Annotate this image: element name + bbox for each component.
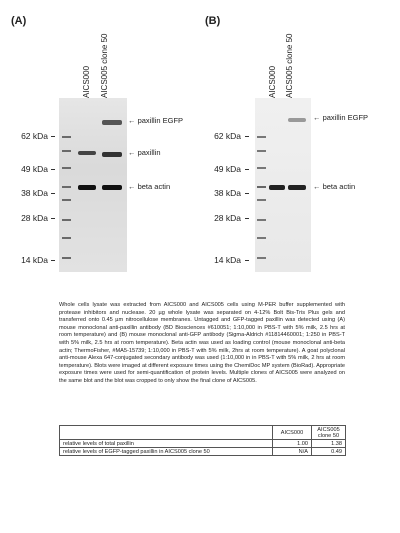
table-cell: relative levels of total paxillin	[60, 440, 273, 448]
marker-49-label: 49 kDa	[214, 164, 241, 174]
paxillin-egfp-band	[288, 118, 306, 122]
marker-28-label: 28 kDa	[214, 213, 241, 223]
marker-tick	[245, 136, 249, 137]
ladder-band	[62, 257, 71, 259]
ladder-band	[257, 150, 266, 152]
table-cell: N/A	[273, 448, 312, 456]
panel-b-lane-1-label: AICS000	[268, 65, 277, 98]
ladder-band	[257, 237, 266, 239]
table-header-cell	[60, 426, 273, 440]
marker-62-label: 62 kDa	[214, 131, 241, 141]
panel-b-blot	[255, 98, 311, 272]
paxillin-band	[78, 151, 96, 155]
ladder-band	[62, 219, 71, 221]
arrow-left-icon: ←	[313, 182, 323, 191]
panel-a-lane-2-label: AICS005 clone 50	[100, 33, 109, 98]
table-row	[60, 440, 346, 448]
marker-tick	[245, 218, 249, 219]
panel-a-blot	[59, 98, 127, 272]
ladder-band	[257, 136, 266, 138]
ladder-band	[62, 167, 71, 169]
ladder-band	[257, 167, 266, 169]
marker-38-label: 38 kDa	[21, 188, 48, 198]
beta-actin-band	[102, 185, 122, 190]
marker-38-label: 38 kDa	[214, 188, 241, 198]
panel-a-paxillin-annotation: ← paxillin	[128, 148, 161, 157]
paxillin-band	[102, 152, 122, 157]
marker-tick	[51, 136, 55, 137]
arrow-left-icon: ←	[128, 148, 138, 157]
ladder-band	[257, 186, 266, 188]
ladder-band	[62, 150, 71, 152]
marker-tick	[245, 193, 249, 194]
beta-actin-band	[78, 185, 96, 190]
paxillin-egfp-band	[102, 120, 122, 125]
arrow-left-icon: ←	[128, 182, 138, 191]
ladder-band	[257, 219, 266, 221]
table-header-row	[60, 426, 346, 440]
panel-a-lane-1-label: AICS000	[82, 65, 91, 98]
marker-14-label: 14 kDa	[21, 255, 48, 265]
arrow-left-icon: ←	[313, 113, 323, 122]
marker-tick	[245, 260, 249, 261]
table-cell: 1.38	[312, 440, 346, 448]
table-header-cell: AICS005 clone 50	[312, 426, 346, 440]
panel-b-paxillin-egfp-annotation: ← paxillin EGFP	[313, 113, 369, 122]
marker-28-label: 28 kDa	[21, 213, 48, 223]
panel-b-beta-actin-annotation: ← beta actin	[313, 182, 356, 191]
quantification-table	[59, 425, 346, 456]
marker-tick	[51, 260, 55, 261]
table-row	[60, 448, 346, 456]
ladder-band	[62, 237, 71, 239]
panel-b-label: (B)	[205, 15, 221, 27]
beta-actin-band	[269, 185, 285, 190]
ladder-band	[257, 199, 266, 201]
marker-tick	[51, 193, 55, 194]
arrow-left-icon: ←	[128, 116, 138, 125]
beta-actin-band	[288, 185, 306, 190]
marker-14-label: 14 kDa	[214, 255, 241, 265]
table-cell: 1.00	[273, 440, 312, 448]
panel-b-lane-2-label: AICS005 clone 50	[285, 33, 294, 98]
ladder-band	[62, 199, 71, 201]
figure-caption: Whole cells lysate was extracted from AICS000 and AICS005 cells using M-PER buffer supplemented with protease inhibitors and nuclease. 20 µg whole lysate was separated on 4-12% Bolt Bis-Tris Plus gels and transferred onto 0.45 µm nitrocellulose membranes. Untagged and GFP-tagged paxillin was detected using (A) mouse monoclonal anti-paxillin antibody (BD Biosciences #610051; 1:10,000 in PBS-T with 5% milk, 2.5 hrs at room temperature) and (B) mouse monoclonal anti-GFP antibody (Sigma-Aldrich #11814460001; 1:250 in PBS-T with 5% milk, 2.5 hrs at room temperature). Beta actin was used as loading control (mouse monoclonal anti-beta actin; ThermoFisher, #MA5-15739; 1:10,000 in PBS-T with 5% milk, 2hrs at room temperature). A goat polyclonal anti-mouse Alexa 647-conjugated secondary antibody was used (1:10,000 in in PBS-T with 5% milk, 2 hrs at room temperature). Blots were imaged at different exposure times using the ChemiDoc MP system (BioRad). Appropriate exposure times were used for semi-quantification of protein levels. Multiple clones of AICS005 were analyzed on the same blot and the blot was cropped to only show the final clone of AICS005.	[59, 302, 345, 384]
table-cell: 0.49	[312, 448, 346, 456]
marker-tick	[51, 169, 55, 170]
table-cell: relative levels of EGFP-tagged paxillin in AICS005 clone 50	[60, 448, 273, 456]
panel-a-beta-actin-annotation: ← beta actin	[128, 182, 171, 191]
panel-a-paxillin-egfp-annotation: ← paxillin EGFP	[128, 116, 184, 125]
marker-tick	[51, 218, 55, 219]
marker-tick	[245, 169, 249, 170]
marker-49-label: 49 kDa	[21, 164, 48, 174]
ladder-band	[62, 186, 71, 188]
panel-a-label: (A)	[11, 15, 27, 27]
table-header-cell: AICS000	[273, 426, 312, 440]
ladder-band	[62, 136, 71, 138]
marker-62-label: 62 kDa	[21, 131, 48, 141]
ladder-band	[257, 257, 266, 259]
